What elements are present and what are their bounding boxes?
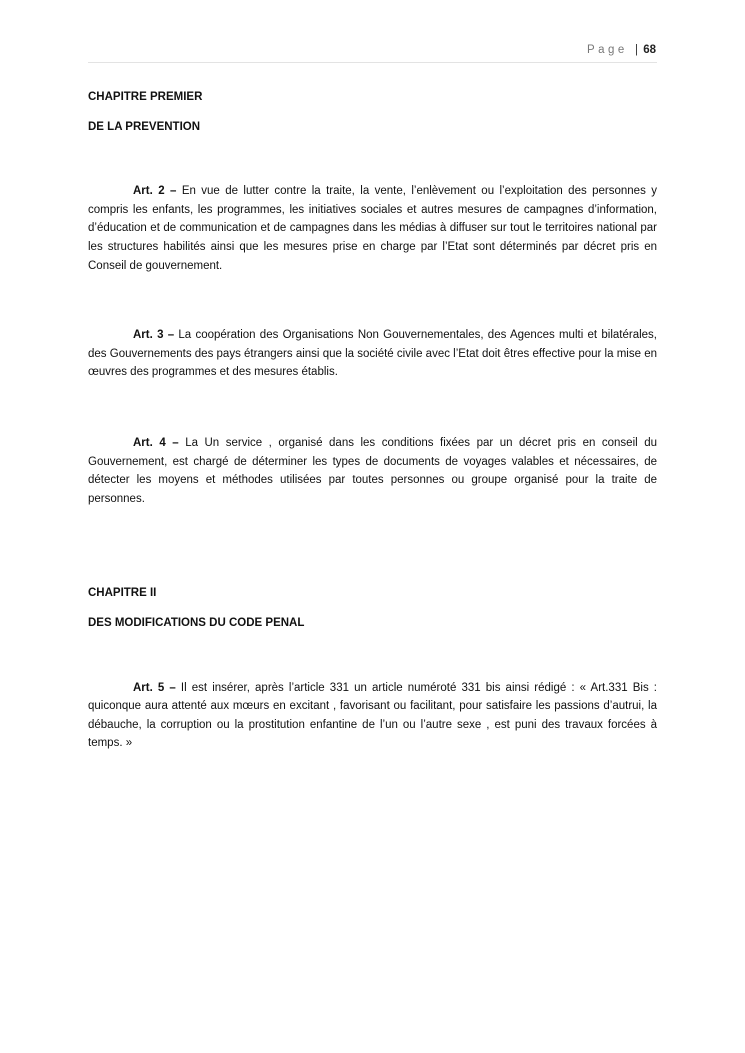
document-body xyxy=(88,88,657,753)
header-divider xyxy=(88,62,657,63)
article-label: Art. 5 – xyxy=(133,681,176,694)
article-text: En vue de lutter contre la traite, la vente, l’enlèvement ou l’exploitation des personnes y compris les enfants, les programmes, les initiatives sociales et autres mesures de campagnes d’information, d’éducation et de communication et de campagnes dans les médias à diffuser sur tout le territoires national par les structures habilités ainsi que les mesures prise en charge par l’Etat sont déterminés par décret pris en Conseil de gouvernement. xyxy=(88,185,657,272)
page-number: 68 xyxy=(643,44,656,56)
chapter-title: CHAPITRE II xyxy=(88,587,157,600)
article-paragraph xyxy=(88,326,657,382)
page-word: Page xyxy=(586,44,628,56)
article-label: Art. 2 – xyxy=(133,185,177,198)
article-paragraph xyxy=(88,679,657,753)
chapter-subtitle: DES MODIFICATIONS DU CODE PENAL xyxy=(88,616,305,629)
article-paragraph xyxy=(88,434,657,508)
article-label: Art. 3 – xyxy=(133,329,175,342)
article-text: La Un service , organisé dans les conditions fixées par un décret pris en conseil du Gouvernement, est chargé de déterminer les types de documents de voyages valables et nécessaires, de détecter les moyens et méthodes utilisées par toutes personnes ou groupe organisé pour la traite de personnes. xyxy=(88,436,657,505)
article-text: Il est insérer, après l’article 331 un article numéroté 331 bis ainsi rédigé : « Art.331 Bis : quiconque aura attenté aux mœurs en excitant , favorisant ou facilitant, pour satisfaire les passions d’autrui, la débauche, la corruption ou la prostitution enfantine de l’un ou l’autre sexe , est puni des travaux forcées à temps. » xyxy=(88,681,657,750)
page-separator: | xyxy=(635,44,638,56)
page-header xyxy=(587,44,656,56)
chapter-subtitle: DE LA PREVENTION xyxy=(88,120,201,133)
chapter-title: CHAPITRE PREMIER xyxy=(88,91,203,103)
article-text: La coopération des Organisations Non Gouvernementales, des Agences multi et bilatérales, des Gouvernements des pays étrangers ainsi que la société civile avec l’Etat doit êtres effective pour la mise en œuvres des programmes et des mesures établis. xyxy=(88,329,657,379)
article-label: Art. 4 – xyxy=(133,436,179,449)
article-paragraph xyxy=(88,182,657,275)
